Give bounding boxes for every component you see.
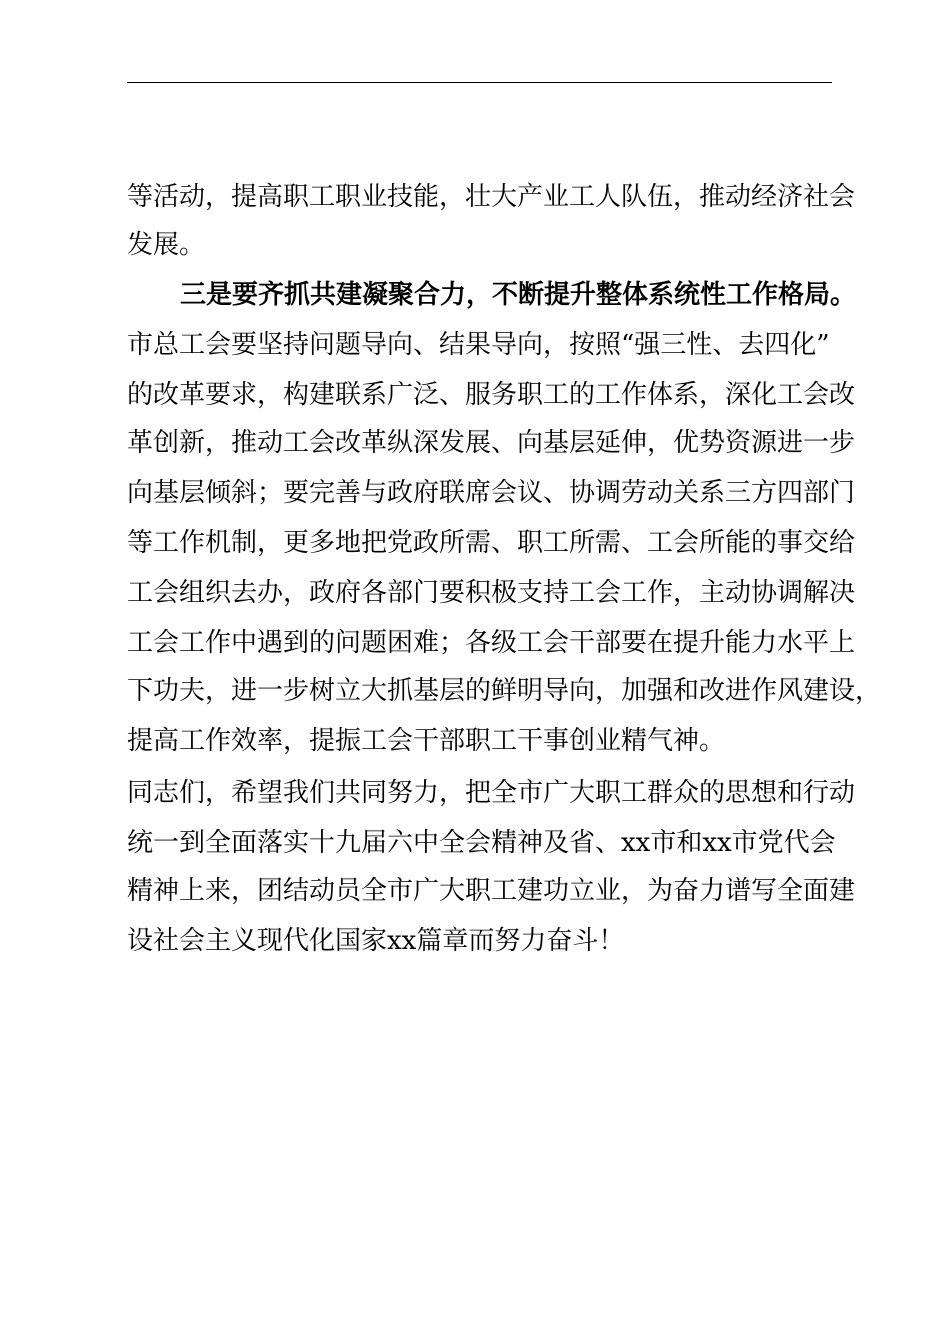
paragraph-line: 提高工作效率，提振工会干部职工干事创业精气神。 <box>127 726 726 756</box>
paragraph-line: 向基层倾斜；要完善与政府联席会议、协调劳动关系三方四部门 <box>127 478 856 508</box>
paragraph-line: 市总工会要坚持问题导向、结果导向，按照“强三性、去四化” <box>127 330 830 360</box>
section-heading: 三是要齐抓共建凝聚合力，不断提升整体系统性工作格局。 <box>180 280 857 310</box>
paragraph-line: 精神上来，团结动员全市广大职工建功立业，为奋力谱写全面建 <box>127 876 856 906</box>
paragraph-line: 工会组织去办，政府各部门要积极支持工会工作，主动协调解决 <box>127 578 856 608</box>
paragraph-line: 统一到全面落实十九届六中全会精神及省、xx市和xx市党代会 <box>127 828 836 858</box>
paragraph-line: 等活动，提高职工职业技能，壮大产业工人队伍，推动经济社会 <box>127 182 856 212</box>
paragraph-line: 的改革要求，构建联系广泛、服务职工的工作体系，深化工会改 <box>127 380 856 410</box>
paragraph-line: 等工作机制，更多地把党政所需、职工所需、工会所能的事交给 <box>127 528 856 558</box>
paragraph-line: 革创新，推动工会改革纵深发展、向基层延伸，优势资源进一步 <box>127 428 856 458</box>
paragraph-line: 发展。 <box>127 230 206 260</box>
paragraph-line: 工会工作中遇到的问题困难；各级工会干部要在提升能力水平上 <box>127 628 856 658</box>
paragraph-line: 同志们，希望我们共同努力，把全市广大职工群众的思想和行动 <box>127 778 856 808</box>
paragraph-line: 设社会主义现代化国家xx篇章而努力奋斗！ <box>127 926 625 956</box>
paragraph-line: 下功夫，进一步树立大抓基层的鲜明导向，加强和改进作风建设， <box>127 676 882 706</box>
header-rule <box>127 82 832 83</box>
